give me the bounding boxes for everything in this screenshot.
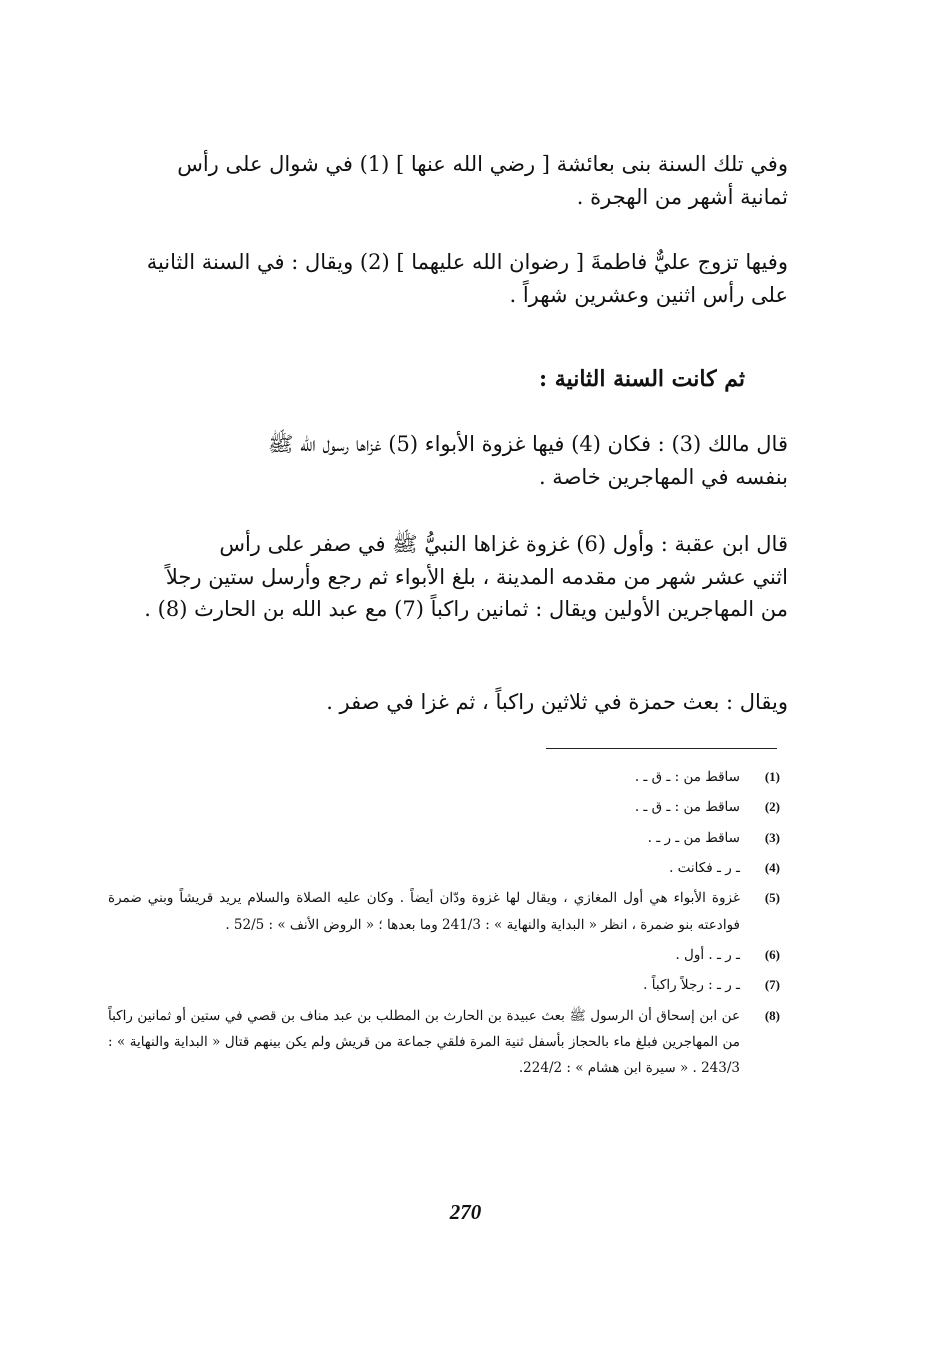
- footnote-number: (6): [764, 946, 780, 962]
- footnote-number: (4): [764, 859, 780, 875]
- footnote-divider: [546, 748, 777, 749]
- footnote-text: غزوة الأبواء هي أول المغازي ، ويقال لها غزوة ودّان أيضاً . وكان عليه الصلاة والسلام يريد قريشاً وبني ضمرة فوادعته بنو ضمرة ، انظر « البداية والنهاية » : 241/3 وما بعدها ؛ « الروض الأنف » : 52/5 .: [108, 890, 740, 933]
- footnote-text: ساقط من ـ ر ـ .: [647, 829, 740, 846]
- footnote-5: [108, 885, 780, 938]
- footnote-number: (8): [764, 1007, 780, 1023]
- footnote-8: [108, 1003, 780, 1082]
- footnote-number: (1): [764, 769, 780, 784]
- paragraph-line: وفيها تزوج عليٌّ فاطمةَ [ رضوان الله عليهما ] (2) ويقال : في السنة الثانية: [146, 250, 788, 274]
- paragraph-line: وفي تلك السنة بنى بعائشة [ رضي الله عنها ] (1) في شوال على رأس: [177, 152, 788, 176]
- footnote-text: ـ ر ـ فكانت .: [669, 859, 740, 876]
- paragraph-line: قال مالك (3) : فكان (4) فيها غزوة الأبواء (5) غزاها رسول الله ﷺ: [268, 432, 788, 456]
- footnote-text: ـ ر ـ : رجلاً راكباً .: [643, 977, 740, 994]
- paragraph-line: من المهاجرين الأولين ويقال : ثمانين راكباً (7) مع عبد الله بن الحارث (8) .: [144, 597, 788, 622]
- paragraph-1: [110, 148, 788, 213]
- footnote-text: عن ابن إسحاق أن الرسول ﷺ بعث عبيدة بن الحارث بن المطلب بن عبد مناف بن قصي في ستين أو ثمانين راكباً من المهاجرين فبلغ ماء بالحجاز بأسفل ثنية المرة فلقي جماعة من قريش ولم يكن بينهم قتال « البداية والنهاية » : 243/3 . « سيرة ابن هشام » : 224/2.: [108, 1007, 740, 1077]
- paragraph-4: [110, 528, 788, 626]
- section-heading: ثم كانت السنة الثانية :: [538, 366, 745, 392]
- paragraph-line: على رأس اثنين وعشرين شهراً .: [509, 282, 788, 307]
- paragraph-line: بنفسه في المهاجرين خاصة .: [538, 464, 788, 489]
- page-number: 270: [449, 1200, 482, 1224]
- footnote-4: [108, 855, 780, 881]
- footnote-2: [108, 794, 780, 820]
- footnote-number: (2): [764, 799, 780, 815]
- footnote-number: (5): [764, 890, 780, 906]
- paragraph-line: ثمانية أشهر من الهجرة .: [576, 184, 788, 209]
- footnote-number: (7): [764, 977, 780, 993]
- footnote-3: [108, 825, 780, 851]
- footnote-7: [108, 972, 780, 998]
- footnote-text: ساقط من : ـ ق ـ .: [634, 769, 740, 785]
- footnote-number: (3): [764, 829, 780, 845]
- paragraph-line: ويقال : بعث حمزة في ثلاثين راكباً ، ثم غزا في صفر .: [326, 690, 788, 714]
- footnote-1: [108, 764, 780, 790]
- paragraph-line: قال ابن عقبة : وأول (6) غزوة غزاها النبيُّ ﷺ في صفر على رأس: [219, 532, 788, 556]
- paragraph-2: [110, 246, 788, 311]
- footnote-text: ساقط من : ـ ق ـ .: [634, 799, 740, 816]
- paragraph-5: [110, 686, 788, 719]
- footnote-text: ـ ر ـ . أول .: [675, 946, 740, 963]
- footnote-6: [108, 942, 780, 968]
- paragraph-line: اثني عشر شهر من مقدمه المدينة ، بلغ الأبواء ثم رجع وأرسل ستين رجلاً: [165, 564, 788, 589]
- footnotes: [108, 764, 780, 1085]
- paragraph-3: [110, 428, 788, 493]
